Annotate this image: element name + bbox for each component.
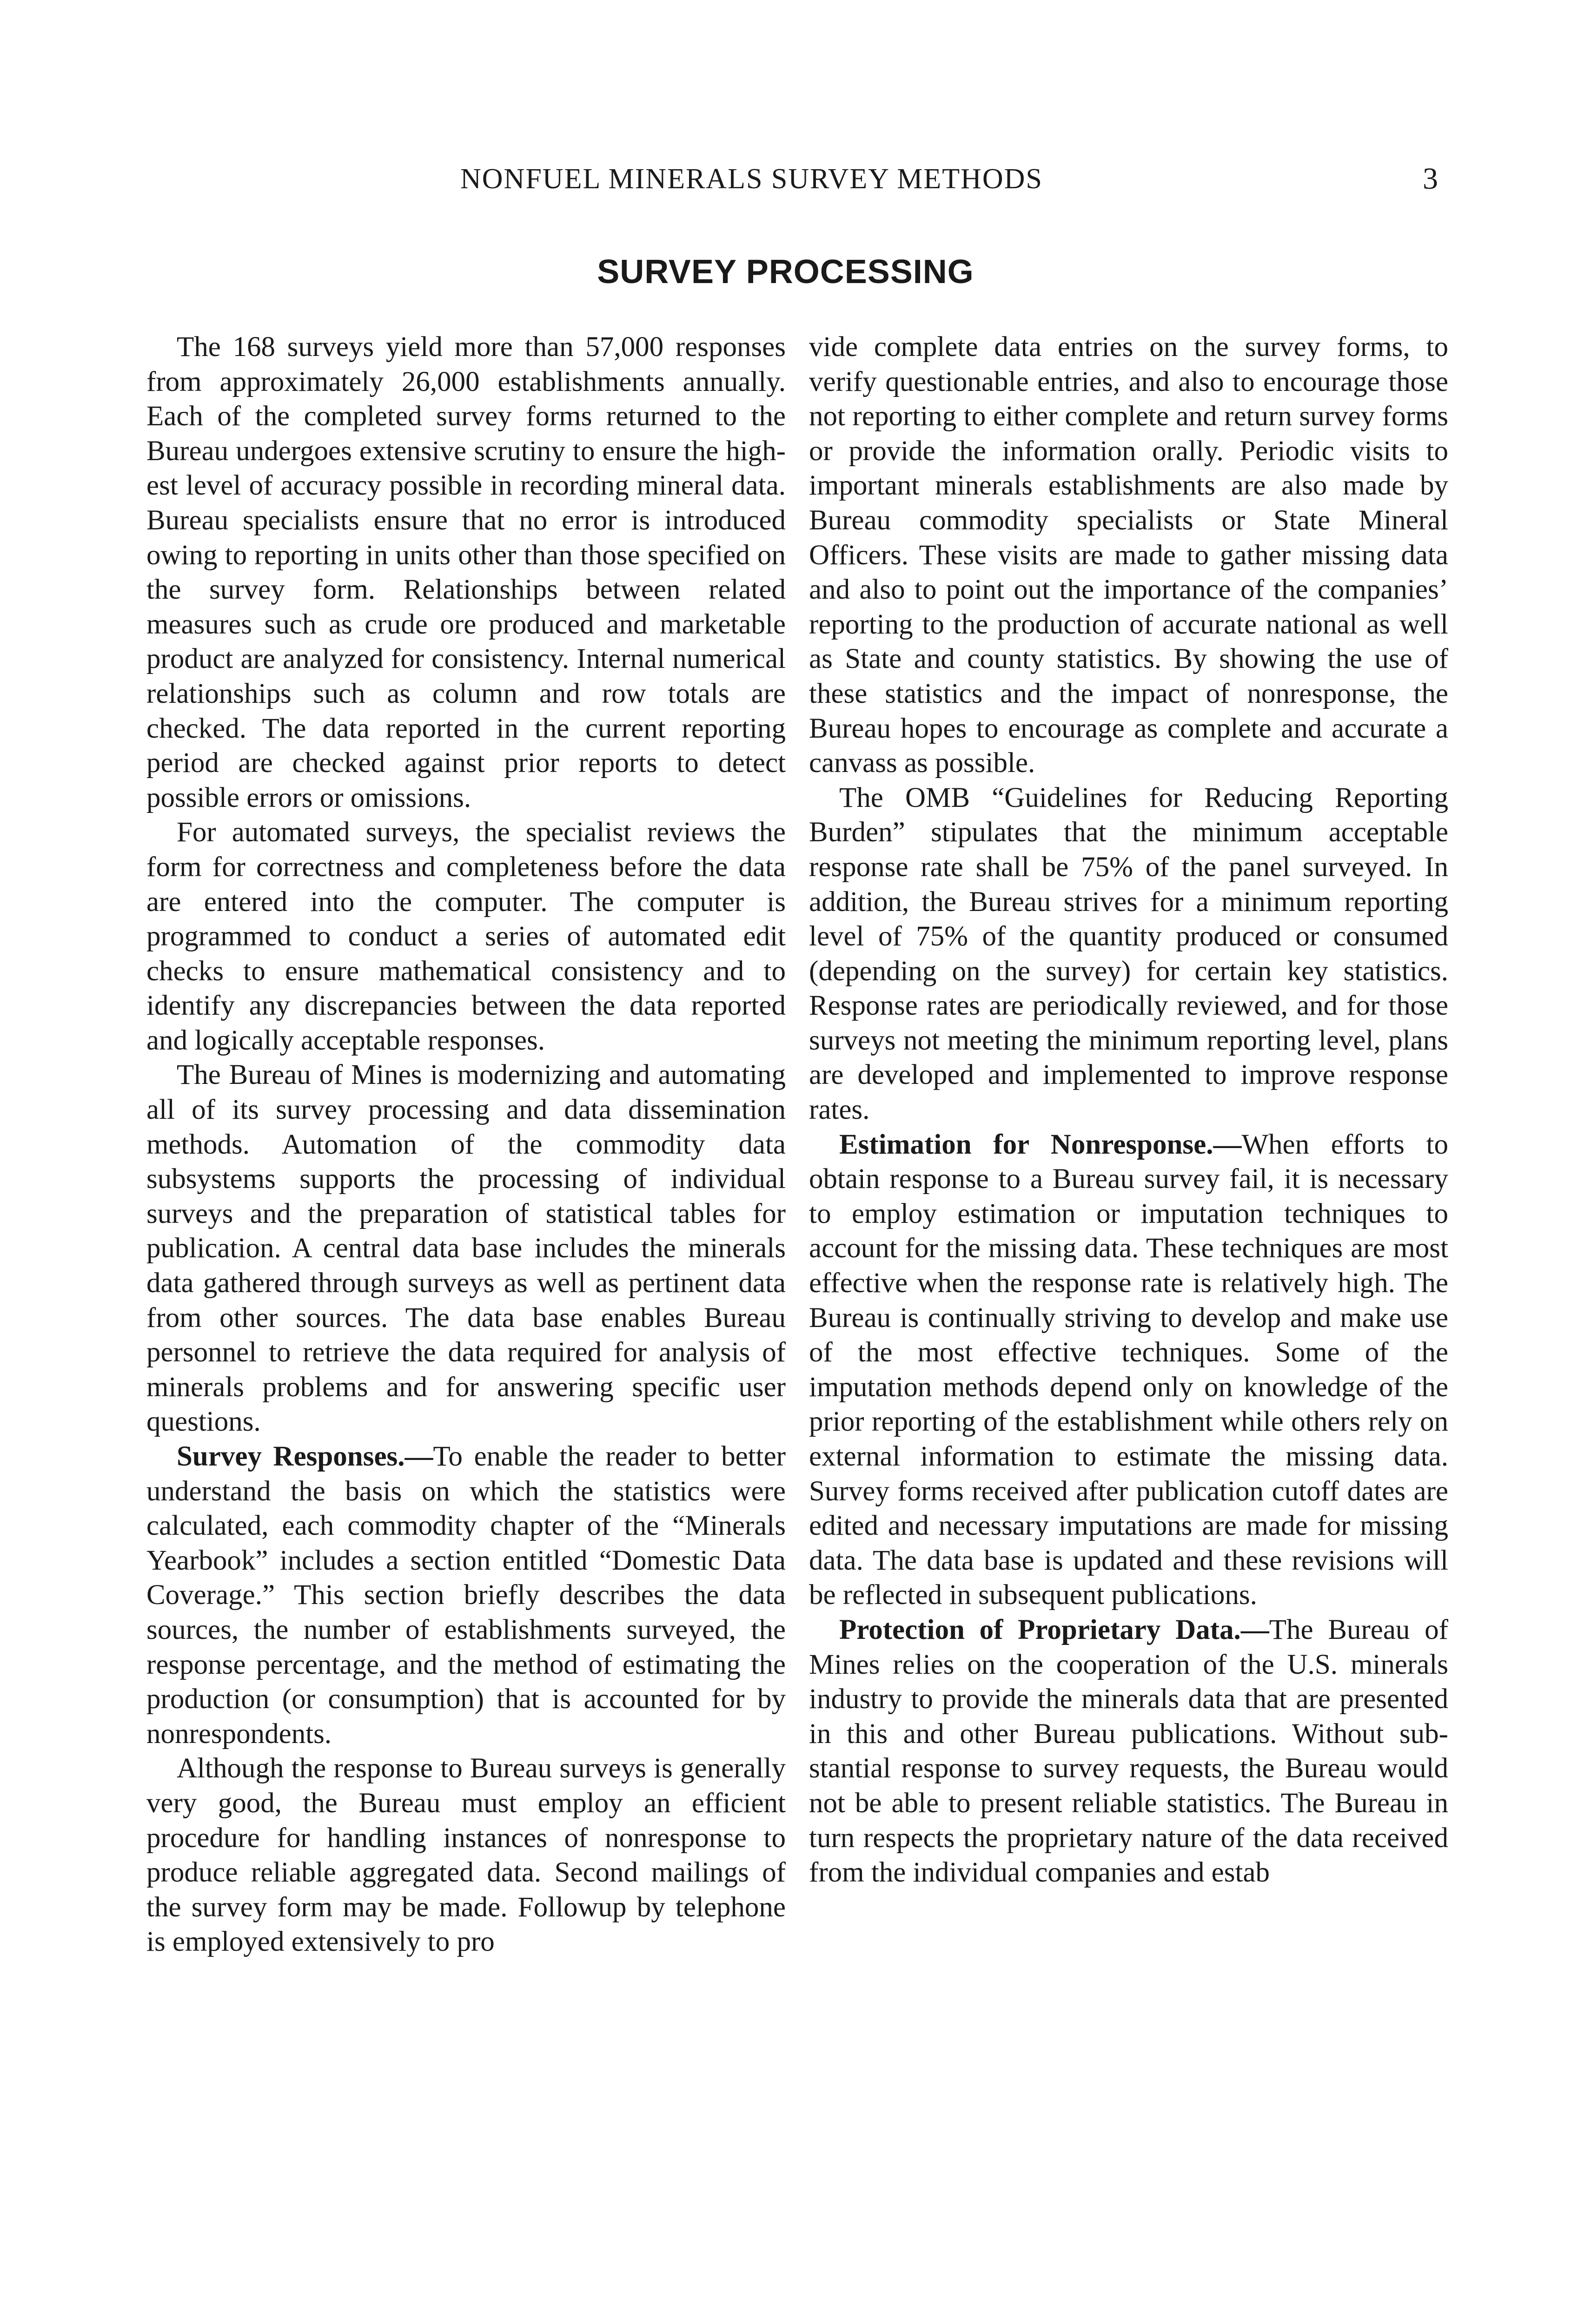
- paragraph-estimation-nonresponse: [809, 1128, 1448, 1613]
- paragraph-modernization: The Bureau of Mines is modernizing and automating all of its survey processing and data dissemination methods. Automation of the commodity data subsystems supports the processing of individual surveys and the preparation of statistical tables for publication. A central data base includes the minerals data gathered through surveys as well as pertinent data from other sources. The data base enables Bureau personnel to retrieve the data required for analysis of minerals problems and for answering specific user questions.: [146, 1059, 786, 1438]
- run-in-heading-survey-responses: Survey Responses.—: [177, 1441, 433, 1472]
- right-column: [809, 330, 1448, 1890]
- section-title: SURVEY PROCESSING: [597, 253, 974, 290]
- paragraph-survey-responses-text: To enable the reader to better understand the basis on which the statistics were calculated, each commodity chapter of the “Minerals Yearbook” includes a section entitled “Domestic Data Coverage.” This section briefly describes the data sources, the number of establishments surveyed, the response percentage, and the method of estimating the production (or consumption) that is accounted for by nonrespondents.: [146, 1441, 786, 1750]
- run-in-heading-estimation: Estimation for Nonresponse.—: [839, 1129, 1242, 1160]
- running-title: NONFUEL MINERALS SURVEY METHODS: [460, 163, 1043, 195]
- paragraph-automated-surveys: For automated surveys, the specialist reviews the form for correctness and completeness before the data are entered into the computer. The computer is programmed to conduct a series of automated edit checks to ensure mathematical consistency and to identify any discrepancies between the data reported and logically acceptable responses.: [146, 817, 786, 1056]
- paragraph-omb-guidelines: The OMB “Guidelines for Reducing Reporting Burden” stipulates that the minimum acceptable response rate shall be 75% of the panel surveyed. In addition, the Bureau strives for a minimum reporting level of 75% of the quantity produced or consumed (depending on the survey) for certain key statistics. Response rates are periodically reviewed, and for those surveys not meeting the minimum reporting level, plans are developed and implemented to improve response rates.: [809, 782, 1448, 1126]
- paragraph-estimation-text: When efforts to obtain response to a Bureau survey fail, it is necessary to employ estimation or imputation techniques to account for the missing data. These techniques are most effective when the response rate is relatively high. The Bureau is continually striving to develop and make use of the most effective techniques. Some of the imputation methods depend only on knowledge of the prior reporting of the establishment while others rely on external information to estimate the missing data. Survey forms received after publication cutoff dates are edited and necessary imputations are made for missing data. The data base is updated and these revisions will be reflected in subsequent publications.: [809, 1129, 1449, 1611]
- run-in-heading-proprietary: Protection of Proprietary Data.—: [839, 1614, 1269, 1645]
- running-head: [0, 153, 1571, 205]
- paragraph-nonresponse-procedure: Although the response to Bureau surveys is generally very good, the Bureau must employ an efficient procedure for handling instances of nonresponse to produce reliable aggregated data. Second mailings of the survey form may be made. Followup by telephone is employed extensively to pro: [146, 1753, 786, 1958]
- paragraph-proprietary-text: The Bureau of Mines relies on the cooperation of the U.S. minerals industry to provide the minerals data that are presented in this and other Bureau publications. Without substantial response to survey requests, the Bureau would not be able to present reliable statistics. The Bureau in turn respects the proprietary nature of the data received from the individual companies and estab: [809, 1614, 1448, 1888]
- paragraph-followup-continued: vide complete data entries on the survey forms, to verify questionable entries, and also to encourage those not reporting to either complete and return survey forms or provide the information orally. Periodic visits to important minerals establishments are also made by Bureau commodity specialists or State Mineral Officers. These visits are made to gather missing data and also to point out the importance of the companies’ reporting to the production of accurate national as well as State and county statistics. By showing the use of these statistics and the impact of nonresponse, the Bureau hopes to encourage as complete and accurate a canvass as possible.: [809, 331, 1448, 779]
- page-number: 3: [1423, 162, 1438, 196]
- paragraph-proprietary-data: [809, 1613, 1448, 1890]
- left-column: [146, 330, 786, 1960]
- paragraph-survey-scrutiny: The 168 surveys yield more than 57,000 responses from approximately 26,000 establishments annually. Each of the completed survey forms returned to the Bureau undergoes extensive scrutiny to ensure the highest level of accuracy possible in recording mineral data. Bureau specialists ensure that no error is introduced owing to reporting in units other than those specified on the survey form. Relationships between related measures such as crude ore produced and marketable product are analyzed for consistency. Internal numerical relationships such as column and row totals are checked. The data reported in the current reporting period are checked against prior reports to detect possible errors or omissions.: [146, 331, 786, 813]
- paragraph-survey-responses: [146, 1439, 786, 1751]
